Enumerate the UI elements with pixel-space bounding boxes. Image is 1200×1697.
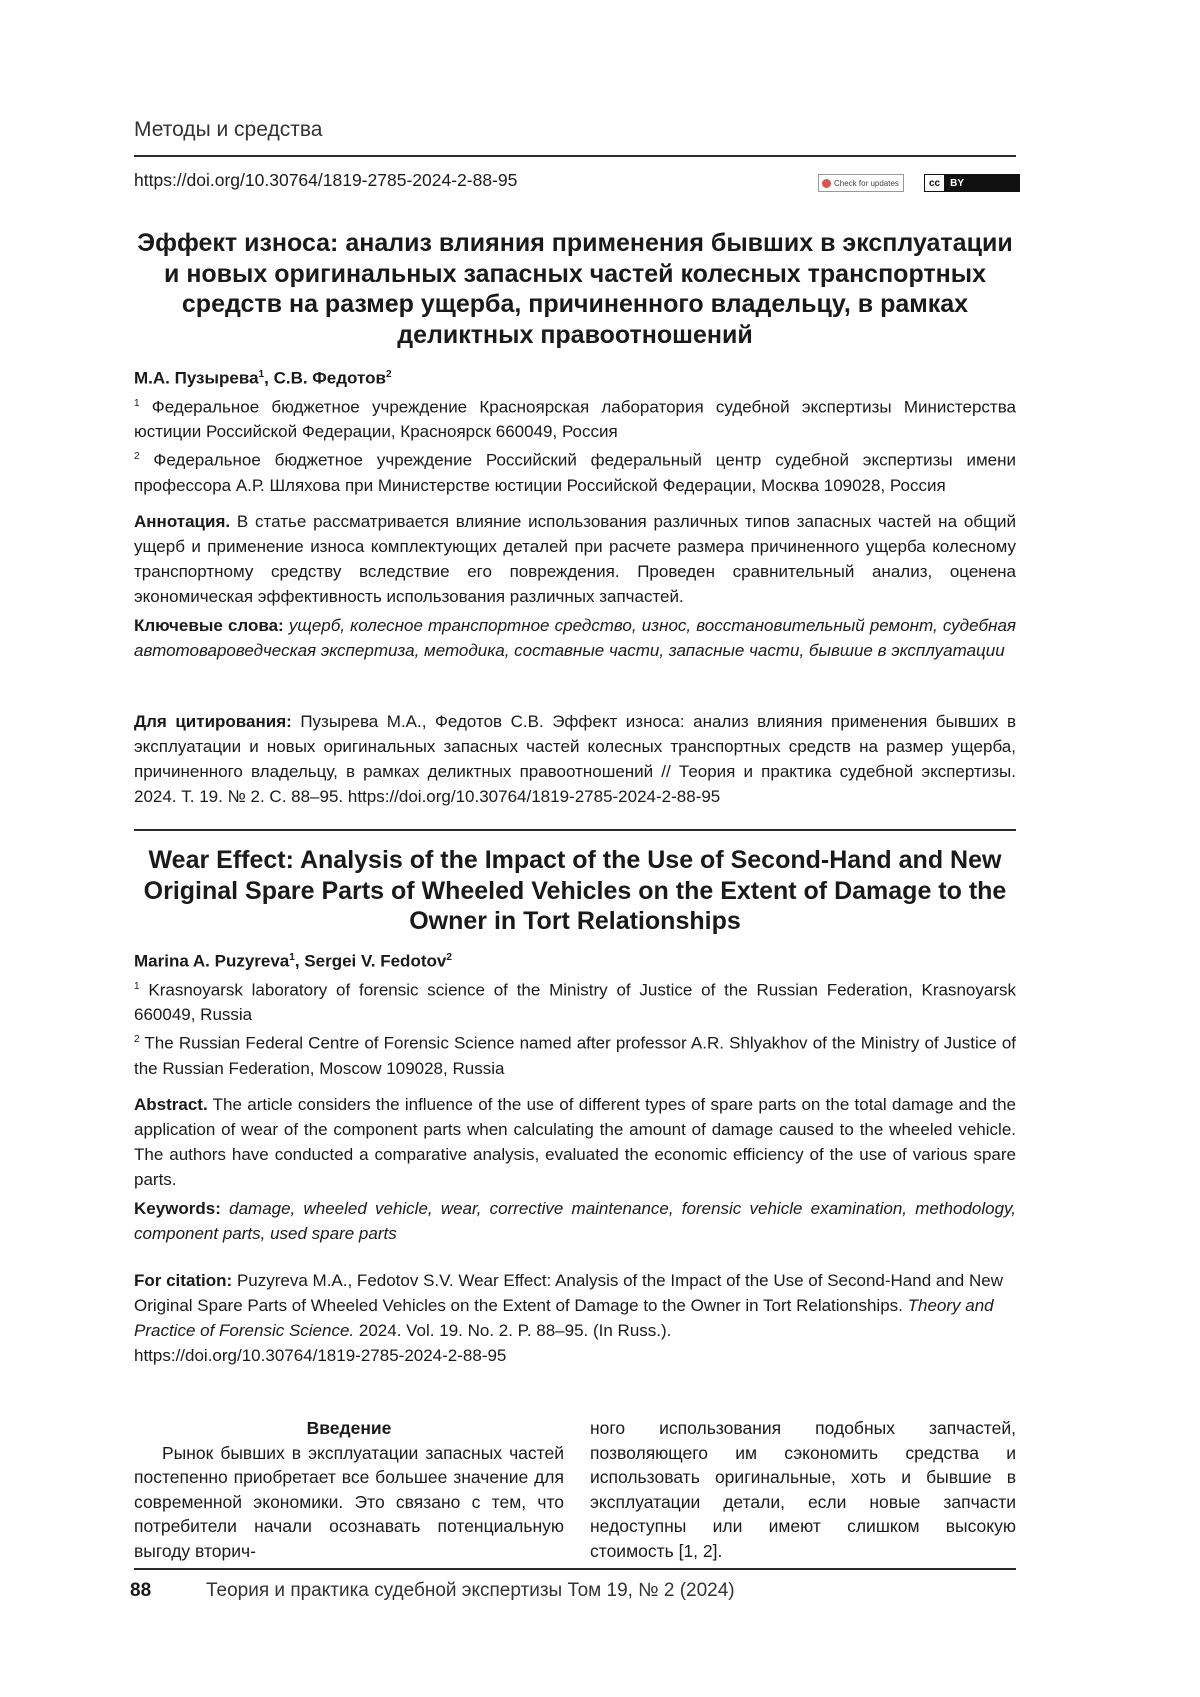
keywords-ru-text: ущерб, колесное транспортное средство, износ, восстановительный ремонт, судебная автотовароведческая экспертиза, методика, составные части, запасные части, бывшие в эксплуатации [134, 616, 1016, 660]
badges [818, 174, 1020, 192]
abstract-en-label: Abstract. [134, 1095, 208, 1114]
footer-divider [134, 1568, 1016, 1570]
citation-en-doi[interactable]: https://doi.org/10.30764/1819-2785-2024-2-88-95 [134, 1346, 507, 1365]
abstract-ru [134, 509, 1016, 609]
keywords-en-text: damage, wheeled vehicle, wear, corrective maintenance, forensic vehicle examination, methodology, component parts, used spare parts [134, 1199, 1016, 1243]
intro-heading: Введение [306, 1418, 392, 1438]
abstract-en [134, 1092, 1016, 1192]
affiliation1-en: $^1$ Krasnoyarsk laboratory of forensic science of the Ministry of Justice of the Russian Federation, Krasnoyarsk 660049, Russia [134, 980, 1016, 1025]
check-for-updates-badge[interactable] [818, 174, 904, 192]
authors-en-block [134, 945, 1016, 1081]
author2-en: Sergei V. Fedotov [304, 951, 447, 971]
keywords-en-label: Keywords: [134, 1199, 221, 1218]
footer-journal: Теория и практика судебной экспертизы Том 19, № 2 (2024) [206, 1580, 735, 1601]
by-icon: BY [945, 175, 1019, 191]
intro-left-text: Рынок бывших в эксплуатации запасных частей постепенно приобретает все большее значение для современной экономики. Это связано с тем, что потребители начали осознавать потенциальную выгоду вторич- [134, 1442, 564, 1561]
affiliation2-ru: $^2$ Федеральное бюджетное учреждение Российский федеральный центр судебной экспертизы имени профессора А.Р. Шляхова при Министерстве юстиции Российской Федерации, Москва 109028, Россия [134, 450, 1016, 495]
intro-right-column [590, 1416, 1016, 1563]
authors-ru: М.А. Пузырева$^1$, С.В. Федотов$^2$ [134, 368, 392, 388]
title-en: Wear Effect: Analysis of the Impact of the Use of Second-Hand and New Original Spare Parts of Wheeled Vehicles on the Extent of Damage to the Owner in Tort Relationships [143, 846, 1007, 935]
affiliation1-ru: $^1$ Федеральное бюджетное учреждение Красноярская лаборатория судебной экспертизы Министерства юстиции Российской Федерации, Красноярск 660049, Россия [134, 397, 1016, 442]
author2-ru: С.В. Федотов [273, 368, 386, 388]
citation-en-details: 2024. Vol. 19. No. 2. P. 88–95. (In Russ.). [358, 1321, 672, 1340]
abstract-ru-label: Аннотация. [134, 512, 231, 531]
page-number: 88 [130, 1580, 152, 1601]
authors-ru-block [134, 362, 1016, 498]
intro-right-text: ного использования подобных запчастей, позволяющего им сэкономить средства и использовать оригинальные, хоть и бывшие в эксплуатации детали, если новые запчасти недоступны или имеют слишком высокую стоимость [1, 2]. [590, 1418, 1016, 1561]
citation-ru-label: Для цитирования: [134, 712, 292, 731]
cc-icon: cc [925, 175, 945, 191]
cc-license-badge[interactable] [924, 174, 1020, 192]
citation-ru [134, 709, 1016, 809]
citation-en [134, 1268, 1016, 1368]
keywords-en [134, 1196, 1016, 1246]
abstract-ru-text: В статье рассматривается влияние использования различных типов запасных частей на общий ущерб и применение износа комплектующих деталей при расчете размера причиненного ущерба колесному транспортному средству вследствие его повреждения. Проведен сравнительный анализ, оценена экономическая эффективность использования различных запчастей. [134, 512, 1016, 606]
affiliation2-en: $^2$ The Russian Federal Centre of Forensic Science named after professor A.R. Shlyakhov of the Ministry of Justice of the Russian Federation, Moscow 109028, Russia [134, 1033, 1017, 1078]
intro-left-column [134, 1416, 564, 1563]
header-divider [134, 155, 1016, 157]
section-label: Методы и средства [134, 118, 323, 141]
check-updates-icon [822, 179, 831, 188]
citation-ru-text: Пузырева М.А., Федотов С.В. Эффект износа: анализ влияния применения бывших в эксплуатации и новых оригинальных запасных частей колесных транспортных средств на размер ущерба, причиненного владельцу, в рамках деликтных правоотношений // Теория и практика судебной экспертизы. 2024. Т. 19. № 2. С. 88–95. https://doi.org/10.30764/1819-2785-2024-2-88-95 [134, 712, 1016, 806]
citation-en-text: Puzyreva M.A., Fedotov S.V. Wear Effect: Analysis of the Impact of the Use of Second-Hand and New Original Spare Parts of Wheeled Vehicles on the Extent of Damage to the Owner in Tort Relationships. [134, 1271, 1003, 1315]
citation-en-journal: Theory and Practice of Forensic Science. [134, 1296, 994, 1340]
abstract-en-text: The article considers the influence of the use of different types of spare parts on the total damage and the application of wear of the component parts when calculating the amount of damage caused to the wheeled vehicle. The authors have conducted a comparative analysis, evaluated the economic efficiency of the use of various spare parts. [134, 1095, 1016, 1189]
keywords-ru [134, 613, 1016, 663]
keywords-ru-label: Ключевые слова: [134, 616, 284, 635]
title-ru: Эффект износа: анализ влияния применения бывших в эксплуатации и новых оригинальных запасных частей колесных транспортных средств на размер ущерба, причиненного владельцу, в рамках деликтных правоотношений [137, 229, 1013, 349]
citation-en-label: For citation: [134, 1271, 233, 1290]
author1-ru: М.А. Пузырева [134, 368, 259, 388]
author1-en: Marina A. Puzyreva [134, 951, 290, 971]
authors-en: Marina A. Puzyreva$^1$, Sergei V. Fedotov$^2$ [134, 951, 452, 971]
check-updates-label: Check for updates [834, 178, 899, 188]
section-divider [134, 829, 1016, 831]
doi-link-top[interactable]: https://doi.org/10.30764/1819-2785-2024-2-88-95 [134, 170, 518, 190]
